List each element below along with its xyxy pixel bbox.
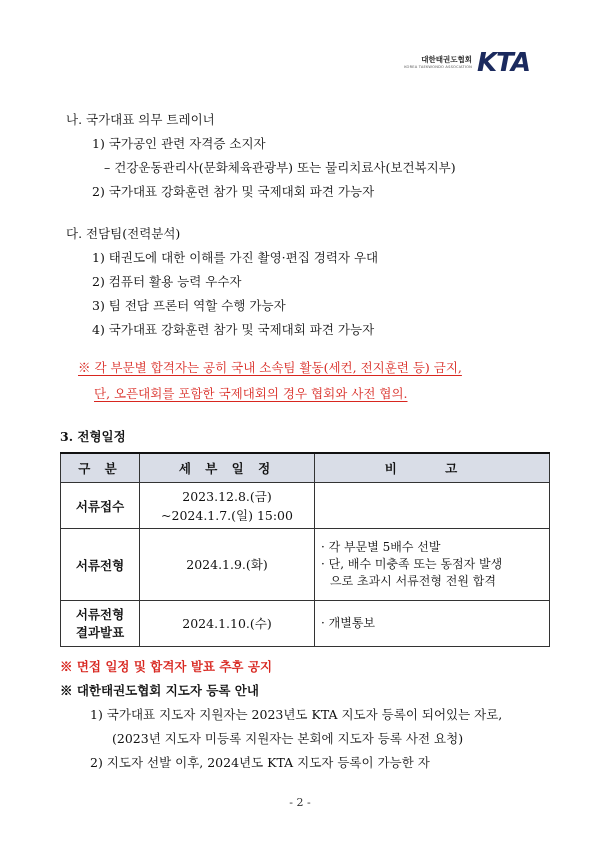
schedule-text: 2023.12.8.(금)	[182, 488, 272, 504]
coach-item-2: 2) 지도자 선발 이후, 2024년도 KTA 지도자 등록이 가능한 자	[90, 755, 430, 770]
section-na-item-1: 1) 국가공인 관련 자격증 소지자	[92, 136, 266, 151]
section-3-heading: 3. 전형일정	[60, 429, 126, 444]
section-da-item-2: 2) 컴퓨터 활용 능력 우수자	[92, 274, 242, 289]
category-text: 서류전형	[75, 557, 125, 573]
section-na-item-1-detail: – 건강운동관리사(문화체육관광부) 또는 물리치료사(보건복지부)	[104, 160, 456, 175]
row-remarks	[315, 601, 550, 647]
logo-text	[404, 56, 472, 69]
logo-korean-name: 대한태권도협회	[421, 55, 472, 65]
remark-text: · 단, 배수 미충족 또는 동점자 발생	[321, 557, 503, 571]
remark-text: 으로 초과시 서류전형 전원 합격	[330, 574, 496, 588]
logo-english-name: KOREA TAEKWONDO ASSOCIATION	[404, 64, 472, 69]
row-schedule	[140, 529, 315, 601]
coach-item-1-detail: (2023년 지도자 미등록 지원자는 본회에 지도자 등록 사전 요청)	[112, 731, 464, 746]
table-header-row	[61, 453, 550, 483]
section-na-item-2: 2) 국가대표 강화훈련 참가 및 국제대회 파견 가능자	[92, 184, 375, 199]
section-da-heading: 다. 전담팀(전력분석)	[66, 226, 181, 241]
schedule-table	[60, 452, 550, 647]
section-da-item-3: 3) 팀 전담 프론터 역할 수행 가능자	[92, 298, 286, 313]
section-na-heading: 나. 국가대표 의무 트레이너	[66, 112, 215, 127]
row-category	[61, 529, 140, 601]
header-remarks: 비 고	[315, 453, 550, 483]
remark-text: · 개별통보	[321, 616, 375, 630]
kta-logo	[404, 48, 530, 78]
remark-text: · 각 부문별 5배수 선발	[321, 540, 441, 554]
row-category	[61, 483, 140, 529]
row-remarks	[315, 483, 550, 529]
row-remarks	[315, 529, 550, 601]
table-row	[61, 483, 550, 529]
section-da-item-4: 4) 국가대표 강화훈련 참가 및 국제대회 파견 가능자	[92, 322, 375, 337]
schedule-text: 2024.1.9.(화)	[186, 557, 268, 572]
table-row	[61, 529, 550, 601]
row-schedule	[140, 483, 315, 529]
schedule-text: 2024.1.10.(수)	[182, 616, 272, 631]
coach-item-1: 1) 국가대표 지도자 지원자는 2023년도 KTA 지도자 등록이 되어있는 자로,	[90, 707, 503, 722]
category-text: 서류전형	[75, 606, 125, 622]
notice-line-1: ※ 각 부문별 합격자는 공히 국내 소속팀 활동(세컨, 전지훈련 등) 금지,	[78, 360, 462, 375]
row-category	[61, 601, 140, 647]
header-schedule: 세 부 일 정	[140, 453, 315, 483]
kta-logo-mark: KTA	[477, 48, 530, 78]
row-schedule	[140, 601, 315, 647]
table-row	[61, 601, 550, 647]
schedule-text: ~2024.1.7.(일) 15:00	[161, 507, 293, 523]
notice-line-2: 단, 오픈대회를 포함한 국제대회의 경우 협회와 사전 협의.	[94, 386, 408, 401]
coach-registration-heading: ※ 대한태권도협회 지도자 등록 안내	[60, 683, 259, 698]
interview-notice: ※ 면접 일정 및 합격자 발표 추후 공지	[60, 659, 273, 674]
category-text: 결과발표	[75, 624, 125, 640]
category-text: 서류접수	[75, 498, 125, 514]
section-da-item-1: 1) 태권도에 대한 이해를 가진 촬영·편집 경력자 우대	[92, 250, 379, 265]
page-number: - 2 -	[289, 796, 311, 809]
header-category: 구 분	[61, 453, 140, 483]
